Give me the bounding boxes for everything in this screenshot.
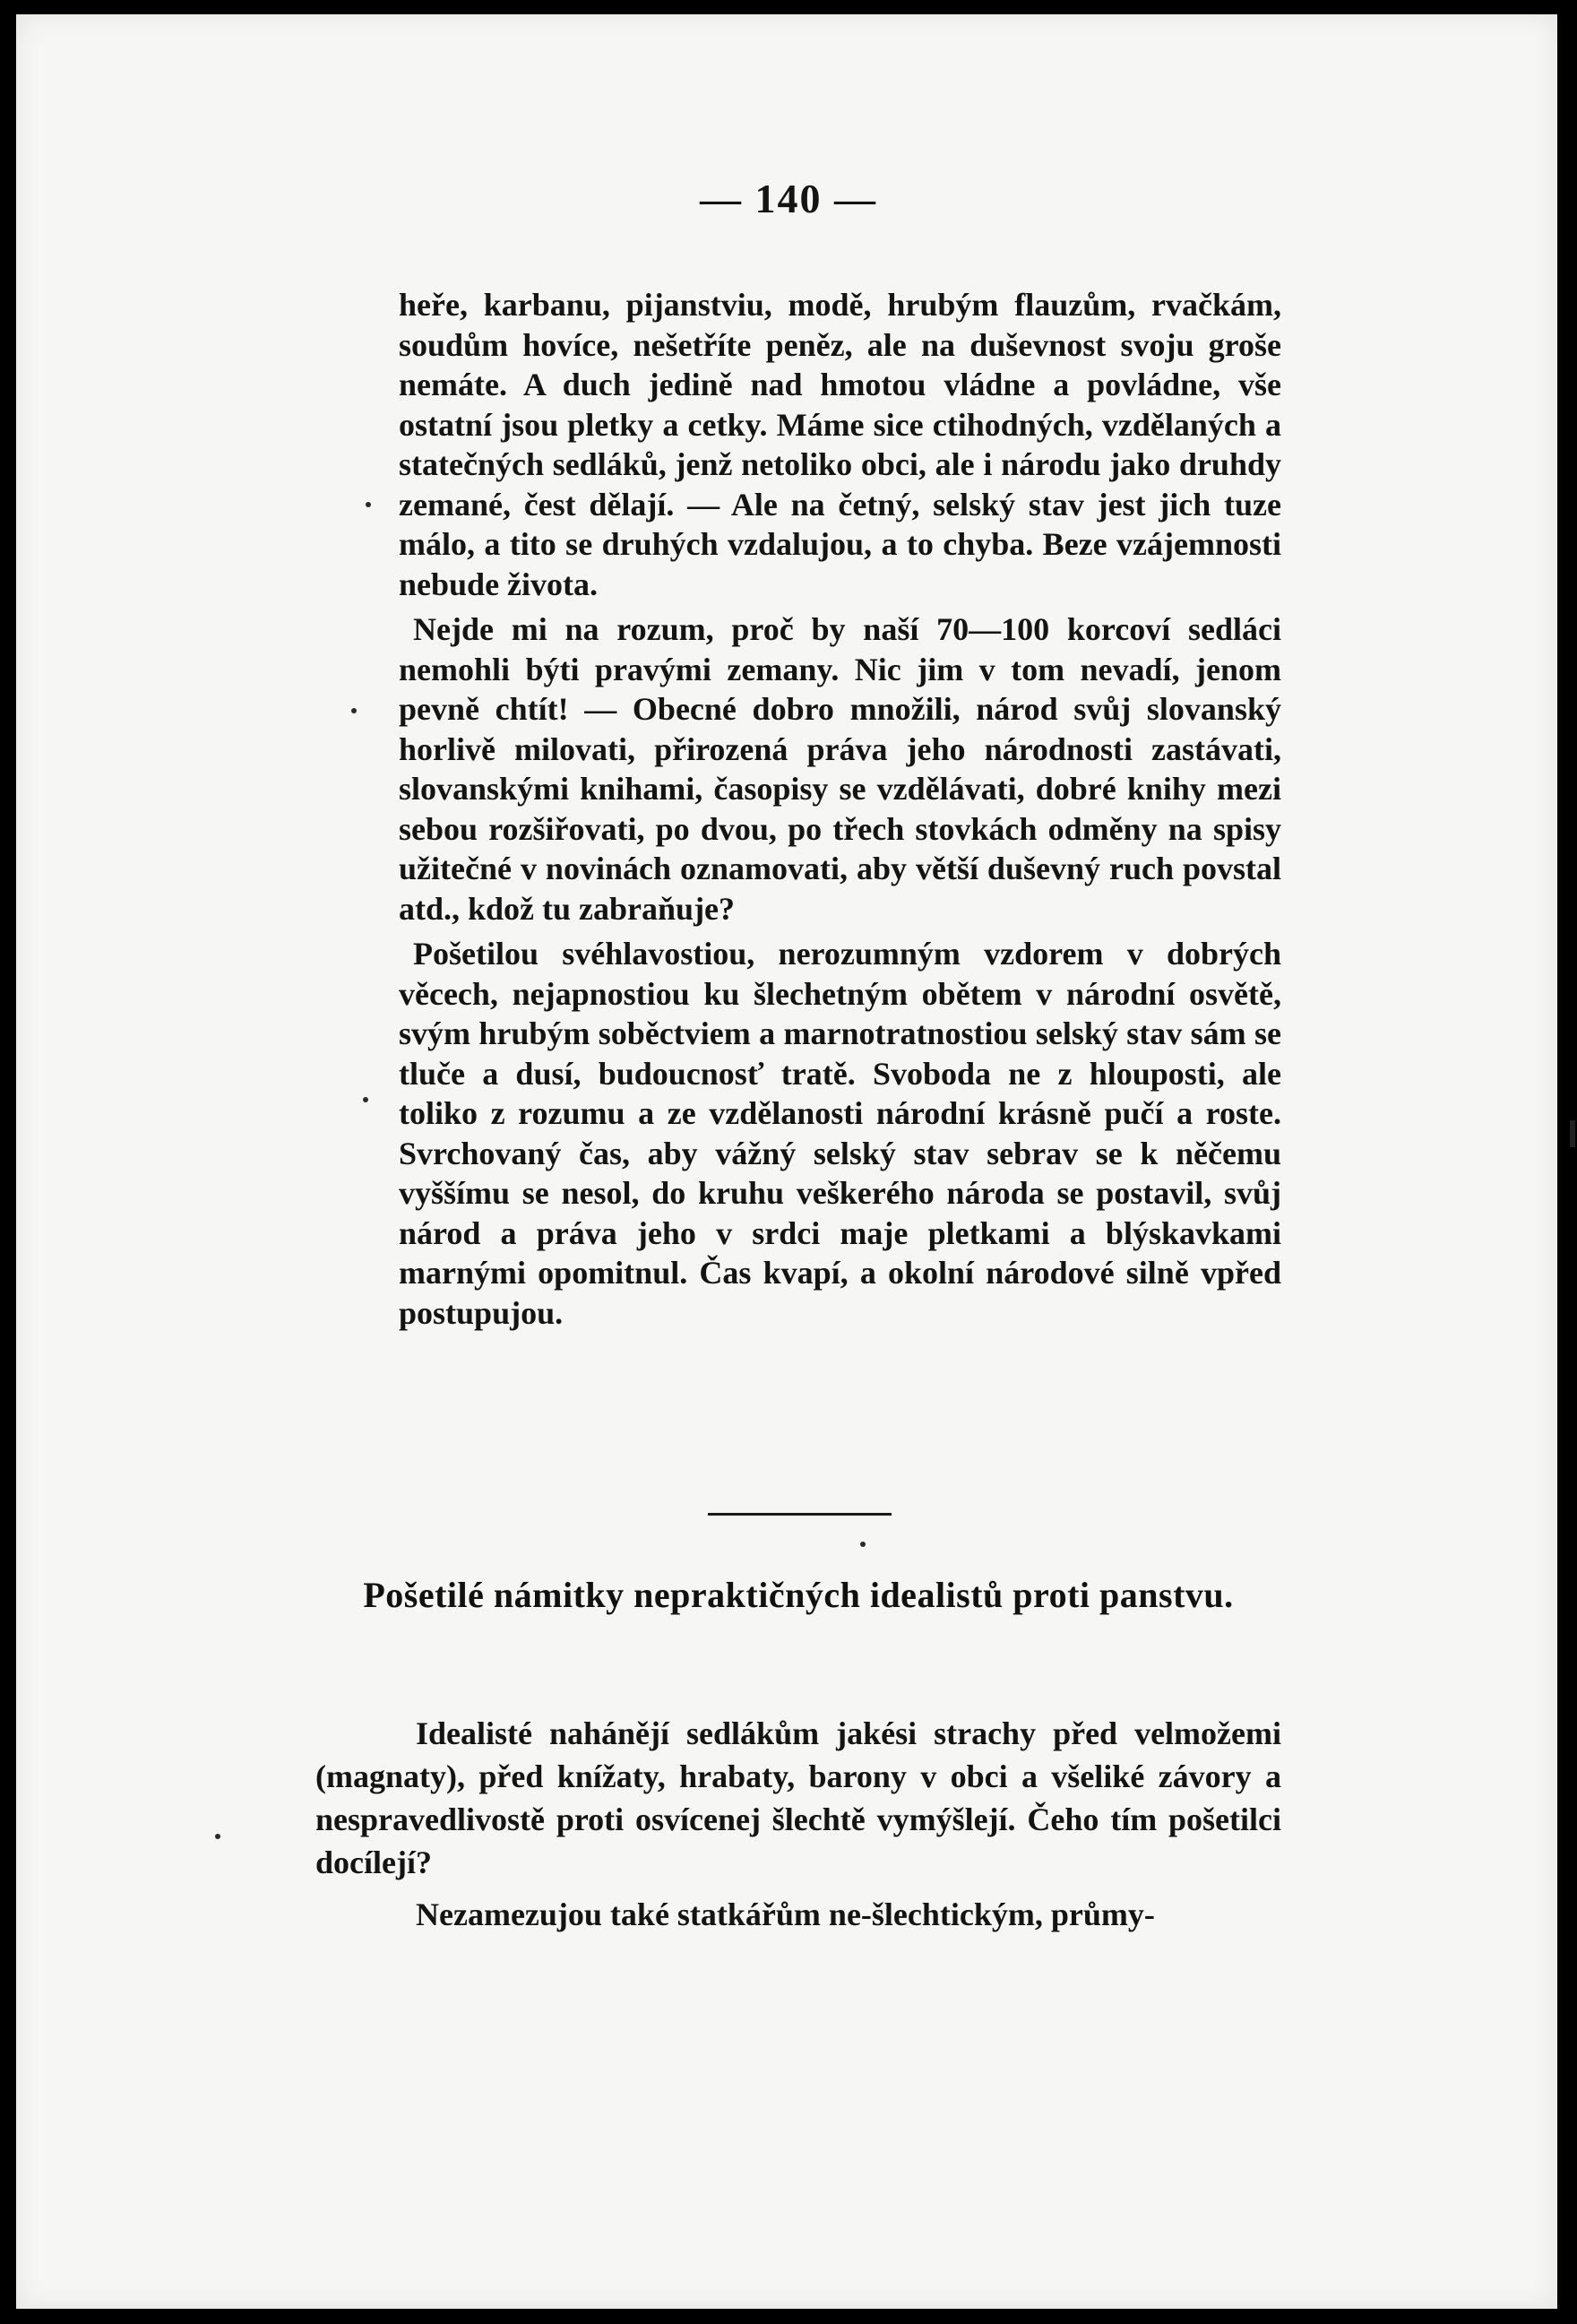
- section-1-body: [399, 285, 1281, 1333]
- paragraph: Pošetilou svéhlavostiou, nerozumným vzdorem v dobrých věcech, nejapnostiou ku šlechetným obětem v národní osvětě, svým hrubým soběctviem a marnotratnostiou selský stav sám se tluče a dusí, budoucnosť tratě. Svoboda ne z hlouposti, ale toliko z rozumu a ze vzdělanosti národní krásně pučí a roste. Svrchovaný čas, aby vážný selský stav sebrav se k něčemu vyššímu se nesol, do kruhu veškerého národa se postavil, svůj národ a práva jeho v srdci maje pletkami a blýskavkami marnými opomitnul. Čas kvapí, a okolní národové silně vpřed postupujou.: [399, 936, 1281, 1331]
- paragraph: Nejde mi na rozum, proč by naší 70—100 korcoví sedláci nemohli býti pravými zemany. Nic jim v tom nevadí, jenom pevně chtít! — Obecné dobro množili, národ svůj slovanský horlivě milovati, přirozená práva jeho národnosti zastávati, slovanskými knihami, časopisy se vzdělávati, dobré knihy mezi sebou rozšiřovati, po dvou, po třech stovkách odměny na spisy užitečné v novinách oznamovati, aby větší duševný ruch povstal atd., kdož tu zabraňuje?: [399, 611, 1281, 927]
- paragraph: Nezamezujou také statkářům ne-šlechtickým, průmy-: [416, 1896, 1155, 1932]
- ink-speck: [860, 1542, 866, 1547]
- page-edge-mark: [1570, 1120, 1575, 1147]
- ink-speck: [363, 1097, 368, 1102]
- paragraph: Idealisté naháněјí sedlákům jakési strachy před velmožemi (magnaty), před knížaty, hrabaty, barony v obci a všeliké závory a nespravedlivostě proti osvícenej šlechtě vymýšlejí. Čeho tím pošetilci docílejí?: [315, 1715, 1281, 1880]
- ink-speck: [215, 1834, 220, 1839]
- paragraph: heře, karbanu, pijanstviu, modě, hrubým flauzům, rvačkám, soudům hovíce, nešetříte peněz, ale na duševnost svoju groše nemáte. A duch jedině nad hmotou vládne a povládne, vše ostatní jsou pletky a cetky. Máme sice ctihodných, vzdělaných a statečných sedláků, jenž netoliko obci, ale i národu jako druhdy zemané, čest dělají. — Ale na četný, selský stav jest jich tuze málo, a tito se druhých vzdalujou, a to chyba. Beze vzájemnosti nebude života.: [399, 287, 1281, 602]
- page-number: — 140 —: [700, 176, 877, 221]
- section-divider: [708, 1513, 892, 1516]
- ink-speck: [351, 708, 357, 713]
- section-2-body: [315, 1712, 1281, 1936]
- section-heading: Pošetilé námitky nepraktičných idealistů proti panstvu.: [363, 1575, 1234, 1615]
- ink-speck: [366, 502, 371, 507]
